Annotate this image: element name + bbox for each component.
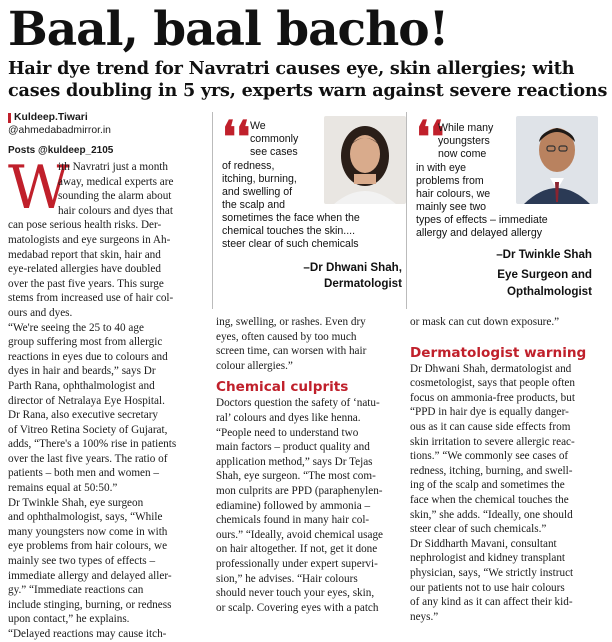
author-name-row [8, 111, 208, 124]
article-column-3 [410, 315, 606, 624]
portrait-man-icon [516, 116, 598, 204]
quote-line: and swelling of [222, 186, 293, 198]
text-line: medabad report that skin, hair and [8, 248, 161, 261]
quote-line: mainly see two [416, 201, 487, 213]
quote-line: hair colours, we [416, 188, 491, 200]
text-line: on hair altogether. If not, get it done [216, 543, 378, 556]
drop-cap: W [8, 153, 70, 223]
text-line: ing, swelling, or rashes. Even dry [216, 316, 366, 328]
text-line: adds, “There's a 100% rise in patients [8, 438, 177, 451]
quote-line: types of effects – immediate [416, 214, 548, 226]
quote-line: allergy and delayed allergy [416, 227, 543, 239]
quote-line: itching, burning, [222, 173, 297, 185]
text-line: eye problems from hair colours, we [8, 540, 168, 553]
text-line: redness, itching, burning, and swell- [410, 464, 573, 477]
column-1-body [8, 153, 208, 642]
section-heading-chemical-culprits: Chemical culprits [216, 379, 349, 396]
quote-attribution-name: –Dr Twinkle Shah [496, 248, 592, 261]
text-line: focus on ammonia-free products, but [410, 391, 575, 404]
text-line: stems from increased use of hair col- [8, 292, 174, 305]
text-line: many youngsters now come in with [8, 525, 168, 538]
quote-line: While many [438, 122, 494, 134]
text-line: neys.” [410, 610, 439, 623]
quote-line: now come [438, 148, 487, 160]
text-line: away, medical experts are [58, 175, 174, 188]
text-line: can pose serious health risks. Der- [8, 219, 162, 232]
text-line: our patients not to use hair colours [410, 581, 565, 594]
quote-attribution-title: Eye Surgeon and [497, 268, 592, 281]
author-handle: @ahmedabadmirror.in [8, 125, 111, 136]
column-2-body [216, 396, 402, 615]
text-line: over the past five years. This surge [8, 277, 164, 290]
quote-line: chemical touches the skin.... [222, 225, 356, 237]
text-line: immediate allergy and delayed aller- [8, 569, 172, 582]
article-column-2 [216, 315, 402, 615]
quote-line: sometimes the face when the [222, 212, 360, 224]
subheadline-line-2: cases doubling in 5 yrs, experts warn against severe reactions [8, 80, 608, 101]
quote-line: in with eye [416, 162, 467, 174]
text-line: ediamine) followed by ammonia – [216, 499, 371, 512]
subheadline [8, 58, 608, 102]
text-line: dyes in hair and beards,” says Dr [8, 365, 156, 378]
author-posts: Posts @kuldeep_2105 [8, 145, 114, 156]
text-line: application method,” says Dr Tejas [216, 455, 373, 468]
text-line: ous as it can cause side effects from [410, 420, 571, 433]
portrait-woman-icon [324, 116, 406, 204]
text-line: main factors – product quality and [216, 441, 370, 454]
quote-line: of redness, [222, 160, 275, 172]
quote-attribution-name: –Dr Dhwani Shah, [303, 261, 402, 274]
text-line: director of Netralaya Eye Hospital. [8, 394, 165, 407]
quote-line: problems from [416, 175, 484, 187]
quote-line: see cases [250, 146, 298, 158]
pull-quote-twinkle-shah [410, 112, 604, 309]
text-line: Dr Siddharth Mavani, consultant [410, 537, 557, 550]
text-line: ours and dyes. [8, 306, 73, 319]
text-line: ral’ colours and dyes like henna. [216, 411, 361, 424]
text-line: should never touch your eyes, skin, [216, 587, 375, 600]
text-line: chemicals found in many hair col- [216, 514, 370, 527]
text-line: professionally under expert supervi- [216, 557, 378, 570]
section-heading-dermatologist-warning: Dermatologist warning [410, 344, 587, 361]
text-line: “Delayed reactions may cause itch- [8, 628, 167, 640]
text-line: patients – both men and women – [8, 467, 160, 480]
text-line: eye-related allergies have doubled [8, 263, 161, 276]
text-line: include stinging, burning, or redness [8, 598, 172, 611]
text-line: mainly see two types of effects – [8, 555, 156, 568]
text-line: Shah, eye surgeon. “The most com- [216, 470, 376, 483]
article-column-1 [8, 153, 208, 642]
text-line: “People need to understand two [216, 426, 359, 439]
column-3-body [410, 362, 606, 625]
text-line: matologists and eye surgeons in Ah- [8, 233, 171, 246]
quote-line: commonly [250, 133, 299, 145]
byline [8, 111, 208, 137]
quote-mark-icon: ❛❛ [222, 112, 251, 163]
text-line: nephrologist and kidney transplant [410, 552, 566, 565]
dhwani-shah-photo [324, 116, 406, 204]
text-line: over the last five years. The ratio of [8, 452, 168, 465]
subheadline-line-1: Hair dye trend for Navratri causes eye, skin allergies; with [8, 58, 575, 79]
text-line: group suffering most from allergic [8, 336, 163, 349]
text-line: Dr Rana, also executive secretary [8, 409, 159, 422]
text-line: Parth Rana, ophthalmologist and [8, 379, 155, 392]
text-line: Dr Dhwani Shah, dermatologist and [410, 362, 572, 375]
text-line: skin irritation to severe allergic reac- [410, 435, 575, 448]
text-line: gy.” “Immediate reactions can [8, 584, 144, 597]
text-line: screen time, can worsen with hair [216, 345, 367, 358]
text-line: face when the chemical touches the [410, 493, 569, 506]
text-line: ours.” “Ideally, avoid chemical usage [216, 528, 384, 541]
pull-quote-dhwani-shah [216, 112, 410, 309]
text-line: Doctors question the safety of ‘natu- [216, 397, 380, 410]
text-line: and ophthalmologist, says, “While [8, 511, 163, 524]
text-line: steer clear of such chemicals.” [410, 523, 547, 536]
text-line: physician, says, “We strictly instruct [410, 566, 574, 579]
text-line: sion,” he advises. “Hair colours [216, 572, 358, 585]
column-2-intro [216, 315, 402, 373]
text-line: of any kind as it can affect their kid- [410, 596, 573, 609]
quote-line: We [250, 120, 266, 132]
text-line: ith Navratri just a month [58, 161, 168, 173]
quote-line: youngsters [438, 135, 490, 147]
text-line: hair colours and dyes that [58, 204, 173, 217]
text-line: sounding the alarm about [58, 190, 172, 203]
text-line: cosmetologist, says that people often [410, 377, 575, 390]
column-3-intro [410, 315, 606, 330]
twinkle-shah-photo [516, 116, 598, 204]
text-line: “PPD in hair dye is equally danger- [410, 406, 569, 419]
text-line: colour allergies.” [216, 359, 293, 372]
text-line: tions.” “We commonly see cases of [410, 450, 569, 463]
quote-attribution-title: Opthalmologist [506, 285, 592, 298]
text-line: reactions in eyes due to colours and [8, 350, 168, 363]
headline: Baal, baal bacho! [8, 2, 449, 57]
quote-line: steer clear of such chemicals [222, 238, 359, 250]
quote-mark-icon: ❛❛ [416, 112, 445, 163]
text-line: of Vitreo Retina Society of Gujarat, [8, 423, 168, 436]
text-line: skin,” she adds. “Ideally, one should [410, 508, 573, 521]
text-line: mon culprits are PPD (paraphenylen- [216, 484, 383, 497]
author-name: Kuldeep.Tiwari [14, 112, 88, 123]
text-line: upon contact,” he explains. [8, 613, 130, 626]
text-line: or scalp. Covering eyes with a patch [216, 601, 379, 614]
text-line: ing of the scalp and sometimes the [410, 479, 565, 492]
byline-accent-bar [8, 113, 11, 123]
text-line: eyes, often caused by too much [216, 330, 357, 343]
text-line: or mask can cut down exposure.” [410, 316, 560, 328]
text-line: Dr Twinkle Shah, eye surgeon [8, 496, 144, 509]
quote-attribution-title: Dermatologist [324, 277, 402, 290]
column-divider [212, 112, 213, 309]
text-line: “We're seeing the 25 to 40 age [8, 321, 144, 334]
text-line: remains equal at 50:50.” [8, 482, 118, 495]
quote-line: the scalp and [222, 199, 286, 211]
